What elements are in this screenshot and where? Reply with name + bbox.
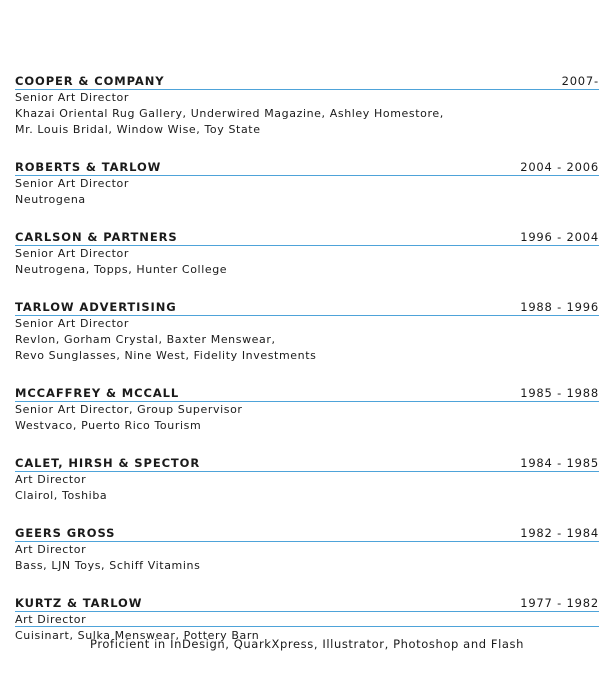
- job-role: Senior Art Director: [15, 91, 129, 104]
- job-header: [15, 596, 599, 612]
- job-role: Art Director: [15, 613, 87, 626]
- company-name: ROBERTS & TARLOW: [15, 160, 162, 174]
- job-clients: Khazai Oriental Rug Gallery, Underwired Magazine, Ashley Homestore,: [15, 107, 444, 120]
- job-role: Art Director: [15, 473, 87, 486]
- job-clients: Clairol, Toshiba: [15, 489, 108, 502]
- job-role: Senior Art Director: [15, 247, 129, 260]
- job-dates: 1985 - 1988: [520, 386, 599, 400]
- job-entry: [15, 230, 599, 278]
- job-entry: [15, 300, 599, 364]
- job-role: Senior Art Director: [15, 177, 129, 190]
- job-entry: [15, 74, 599, 138]
- company-name: TARLOW ADVERTISING: [15, 300, 177, 314]
- job-header: [15, 74, 599, 90]
- job-entry: [15, 160, 599, 208]
- job-clients: Revo Sunglasses, Nine West, Fidelity Investments: [15, 349, 317, 362]
- job-role: Senior Art Director: [15, 317, 129, 330]
- job-role: Senior Art Director, Group Supervisor: [15, 403, 243, 416]
- job-dates: 1982 - 1984: [520, 526, 599, 540]
- job-clients: Mr. Louis Bridal, Window Wise, Toy State: [15, 123, 261, 136]
- job-dates: 1984 - 1985: [520, 456, 599, 470]
- company-name: CARLSON & PARTNERS: [15, 230, 178, 244]
- job-dates: 1988 - 1996: [520, 300, 599, 314]
- job-dates: 1996 - 2004: [520, 230, 599, 244]
- job-header: [15, 230, 599, 246]
- job-entry: [15, 526, 599, 574]
- job-entry: [15, 456, 599, 504]
- job-clients: Westvaco, Puerto Rico Tourism: [15, 419, 202, 432]
- job-clients: Cuisinart, Sulka Menswear, Pottery Barn: [15, 629, 260, 642]
- company-name: KURTZ & TARLOW: [15, 596, 143, 610]
- job-clients: Neutrogena, Topps, Hunter College: [15, 263, 228, 276]
- job-entry: [15, 386, 599, 434]
- job-dates: 2004 - 2006: [520, 160, 599, 174]
- skills-footer: Proficient in InDesign, QuarkXpress, Illustrator, Photoshop and Flash: [90, 637, 524, 651]
- job-clients: Neutrogena: [15, 193, 86, 206]
- job-dates: 2007-: [561, 74, 599, 88]
- footer-divider: [15, 626, 599, 627]
- job-dates: 1977 - 1982: [520, 596, 599, 610]
- job-clients: Bass, LJN Toys, Schiff Vitamins: [15, 559, 201, 572]
- company-name: MCCAFFREY & MCCALL: [15, 386, 180, 400]
- company-name: COOPER & COMPANY: [15, 74, 165, 88]
- experience-list: [15, 74, 599, 666]
- job-header: [15, 300, 599, 316]
- job-header: [15, 526, 599, 542]
- company-name: GEERS GROSS: [15, 526, 116, 540]
- job-header: [15, 456, 599, 472]
- company-name: CALET, HIRSH & SPECTOR: [15, 456, 201, 470]
- job-role: Art Director: [15, 543, 87, 556]
- job-header: [15, 386, 599, 402]
- job-clients: Revlon, Gorham Crystal, Baxter Menswear,: [15, 333, 276, 346]
- job-header: [15, 160, 599, 176]
